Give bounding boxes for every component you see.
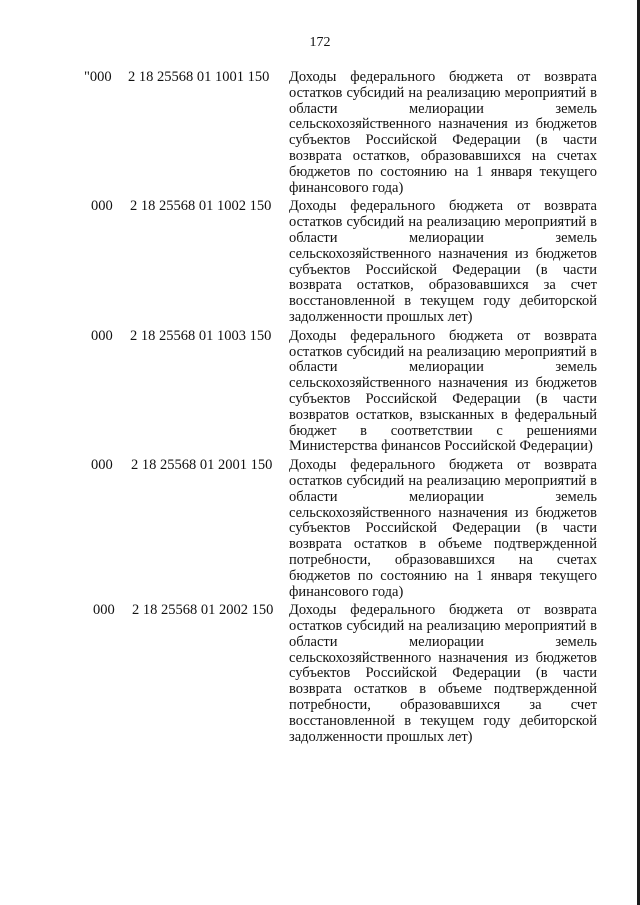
budget-classification-code: 2 18 25568 01 1001 150: [128, 69, 270, 85]
admin-code: "000: [84, 69, 112, 85]
income-description: Доходы федерального бюджета от возврата остатков субсидий на реализацию мероприятий в области мелиорации земель сельскохозяйственного назначения из бюджетов субъектов Российской Федерации (в части возврата остатков в объеме подтвержденной потребности, образовавшихся на счетах бюджетов по состоянию на 1 января текущего финансового года): [289, 457, 597, 600]
budget-code-entry: [0, 70, 640, 196]
income-description: Доходы федерального бюджета от возврата остатков субсидий на реализацию мероприятий в области мелиорации земель сельскохозяйственного назначения из бюджетов субъектов Российской Федерации (в части возврата остатков в объеме подтвержденной потребности, образовавшихся за счет восстановленной в текущем году дебиторской задолженности прошлых лет): [289, 602, 597, 745]
budget-code-entry: [0, 199, 640, 325]
budget-classification-code: 2 18 25568 01 2001 150: [131, 457, 273, 474]
budget-code-entry: [0, 329, 640, 455]
income-description: Доходы федерального бюджета от возврата остатков субсидий на реализацию мероприятий в области мелиорации земель сельскохозяйственного назначения из бюджетов субъектов Российской Федерации (в части возврата остатков, образовавшихся за счет восстановленной в текущем году дебиторской задолженности прошлых лет): [289, 198, 597, 325]
income-description: Доходы федерального бюджета от возврата остатков субсидий на реализацию мероприятий в области мелиорации земель сельскохозяйственного назначения из бюджетов субъектов Российской Федерации (в части возвратов остатков, взысканных в федеральный бюджет в соответствии с решениями Министерства финансов Российской Федерации): [289, 327, 597, 455]
admin-code: 000: [91, 327, 113, 344]
budget-classification-code: 2 18 25568 01 1002 150: [130, 198, 272, 215]
admin-code: 000: [91, 457, 113, 474]
budget-code-entry: [0, 603, 640, 745]
page-number: 172: [309, 35, 331, 50]
budget-classification-code: 2 18 25568 01 1003 150: [130, 327, 272, 344]
budget-code-list: [0, 70, 640, 745]
budget-code-entry: [0, 458, 640, 600]
income-description: Доходы федерального бюджета от возврата остатков субсидий на реализацию мероприятий в области мелиорации земель сельскохозяйственного назначения из бюджетов субъектов Российской Федерации (в части возврата остатков, образовавшихся на счетах бюджетов по состоянию на 1 января текущего финансового года): [289, 69, 597, 196]
admin-code: 000: [91, 198, 113, 215]
budget-classification-code: 2 18 25568 01 2002 150: [132, 602, 274, 619]
admin-code: 000: [93, 602, 115, 619]
